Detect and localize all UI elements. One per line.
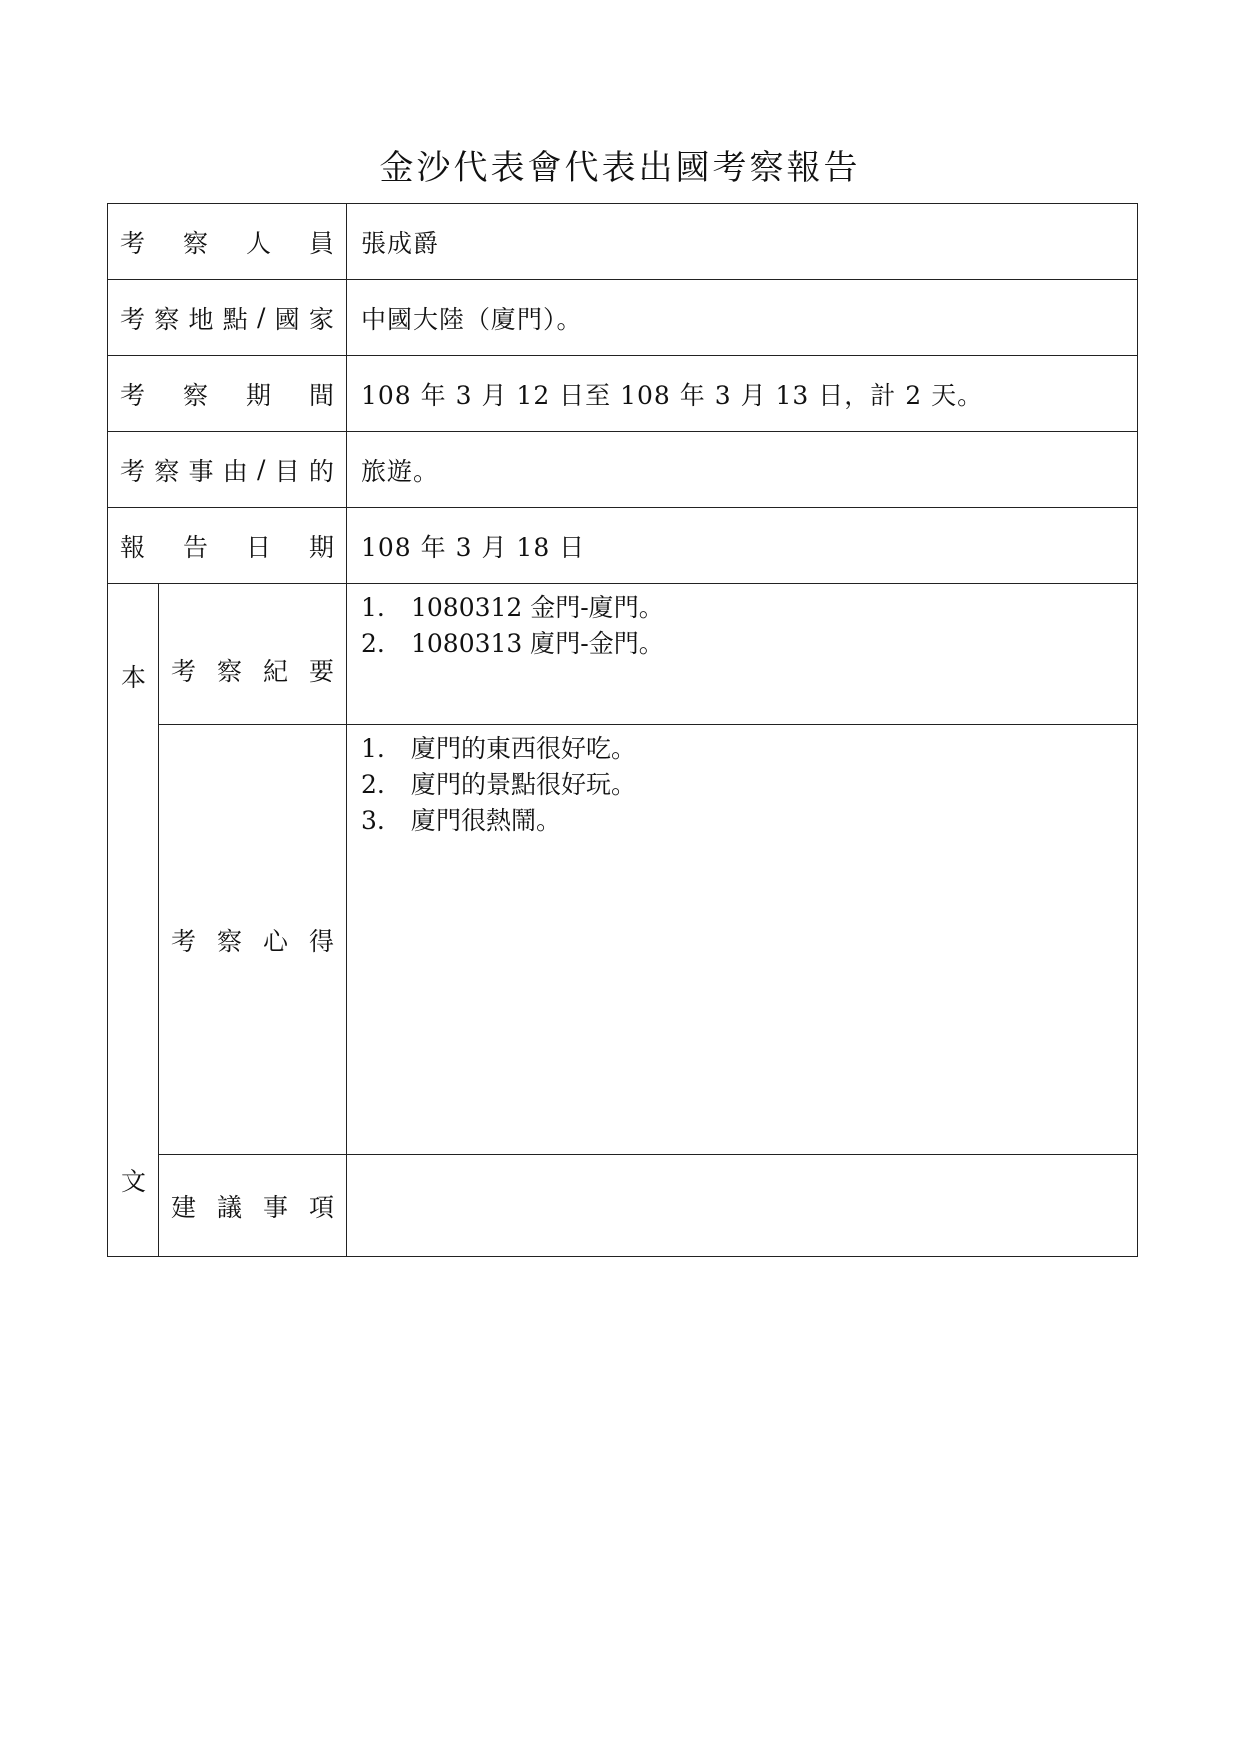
row-purpose: [108, 432, 1138, 508]
value-personnel: 張成爵: [347, 204, 1138, 280]
list-item-text: 廈門的東西很好吃。: [411, 734, 637, 763]
label-report-date: [108, 508, 347, 584]
label-char: 項: [308, 1192, 334, 1222]
label-char: 的: [308, 456, 334, 486]
list-item: [361, 626, 1123, 662]
document-title: 金沙代表會代表出國考察報告: [379, 148, 861, 188]
row-summary: [108, 584, 1138, 725]
label-char: 議: [216, 1192, 242, 1222]
label-char: 由: [222, 456, 248, 486]
list-item-text: 廈門很熱鬧。: [411, 806, 562, 835]
side-label-bottom: 文: [120, 1167, 146, 1196]
value-report-date: 108 年 3 月 18 日: [347, 508, 1138, 584]
label-char: 考: [120, 456, 146, 486]
value-purpose: 旅遊。: [347, 432, 1138, 508]
row-period: [108, 356, 1138, 432]
list-item-text: 1080312 金門-廈門。: [411, 593, 664, 622]
label-char: 察: [182, 380, 208, 410]
label-char: 家: [308, 304, 334, 334]
row-report-date: [108, 508, 1138, 584]
label-char: 國: [274, 304, 300, 334]
body-side-label: [108, 584, 159, 1257]
label-char: 目: [274, 456, 300, 486]
label-char: 人: [245, 228, 271, 258]
label-char: 察: [182, 228, 208, 258]
label-char: 日: [245, 532, 271, 562]
list-item-number: 1.: [361, 734, 385, 763]
label-char: 員: [308, 228, 334, 258]
label-location: [108, 280, 347, 356]
value-reflection: [347, 725, 1138, 1155]
list-item-text: 1080313 廈門-金門。: [411, 629, 664, 658]
label-char: 點: [222, 304, 248, 334]
value-location: 中國大陸（廈門）。: [347, 280, 1138, 356]
label-char: 得: [308, 926, 334, 956]
list-item: [361, 803, 1123, 839]
label-char: 察: [216, 926, 242, 956]
label-char: 期: [308, 532, 334, 562]
row-reflection: [108, 725, 1138, 1155]
row-location: [108, 280, 1138, 356]
label-char: 察: [216, 657, 242, 686]
list-item: [361, 731, 1123, 767]
label-char: 考: [120, 380, 146, 410]
label-char: 告: [182, 532, 208, 562]
label-char: 事: [262, 1192, 288, 1222]
label-summary: [159, 584, 347, 725]
list-item-number: 3.: [361, 806, 385, 835]
label-char: 事: [188, 456, 214, 486]
label-personnel: [108, 204, 347, 280]
label-char: /: [257, 303, 266, 332]
row-suggestions: [108, 1155, 1138, 1257]
list-item: [361, 767, 1123, 803]
label-char: 察: [154, 304, 180, 334]
list-item-number: 2.: [361, 770, 385, 799]
label-char: 要: [308, 657, 334, 686]
label-char: /: [257, 455, 266, 484]
list-item-number: 2.: [361, 629, 385, 658]
label-char: 報: [120, 532, 146, 562]
label-char: 考: [171, 926, 197, 956]
list-item: [361, 590, 1123, 626]
value-suggestions: [347, 1155, 1138, 1257]
label-char: 建: [171, 1192, 197, 1222]
label-char: 紀: [262, 657, 288, 686]
label-char: 期: [245, 380, 271, 410]
label-purpose: [108, 432, 347, 508]
value-period: 108 年 3 月 12 日至 108 年 3 月 13 日，計 2 天。: [347, 356, 1138, 432]
label-period: [108, 356, 347, 432]
label-char: 心: [262, 926, 288, 956]
label-reflection: [159, 725, 347, 1155]
label-char: 察: [154, 456, 180, 486]
row-personnel: [108, 204, 1138, 280]
list-item-number: 1.: [361, 593, 385, 622]
label-char: 地: [188, 304, 214, 334]
label-char: 考: [120, 304, 146, 334]
label-char: 間: [308, 380, 334, 410]
label-suggestions: [159, 1155, 347, 1257]
side-label-top: 本: [120, 663, 146, 692]
label-char: 考: [171, 657, 197, 686]
label-char: 考: [120, 228, 146, 258]
report-table: [107, 203, 1138, 1257]
value-summary: [347, 584, 1138, 725]
list-item-text: 廈門的景點很好玩。: [411, 770, 637, 799]
